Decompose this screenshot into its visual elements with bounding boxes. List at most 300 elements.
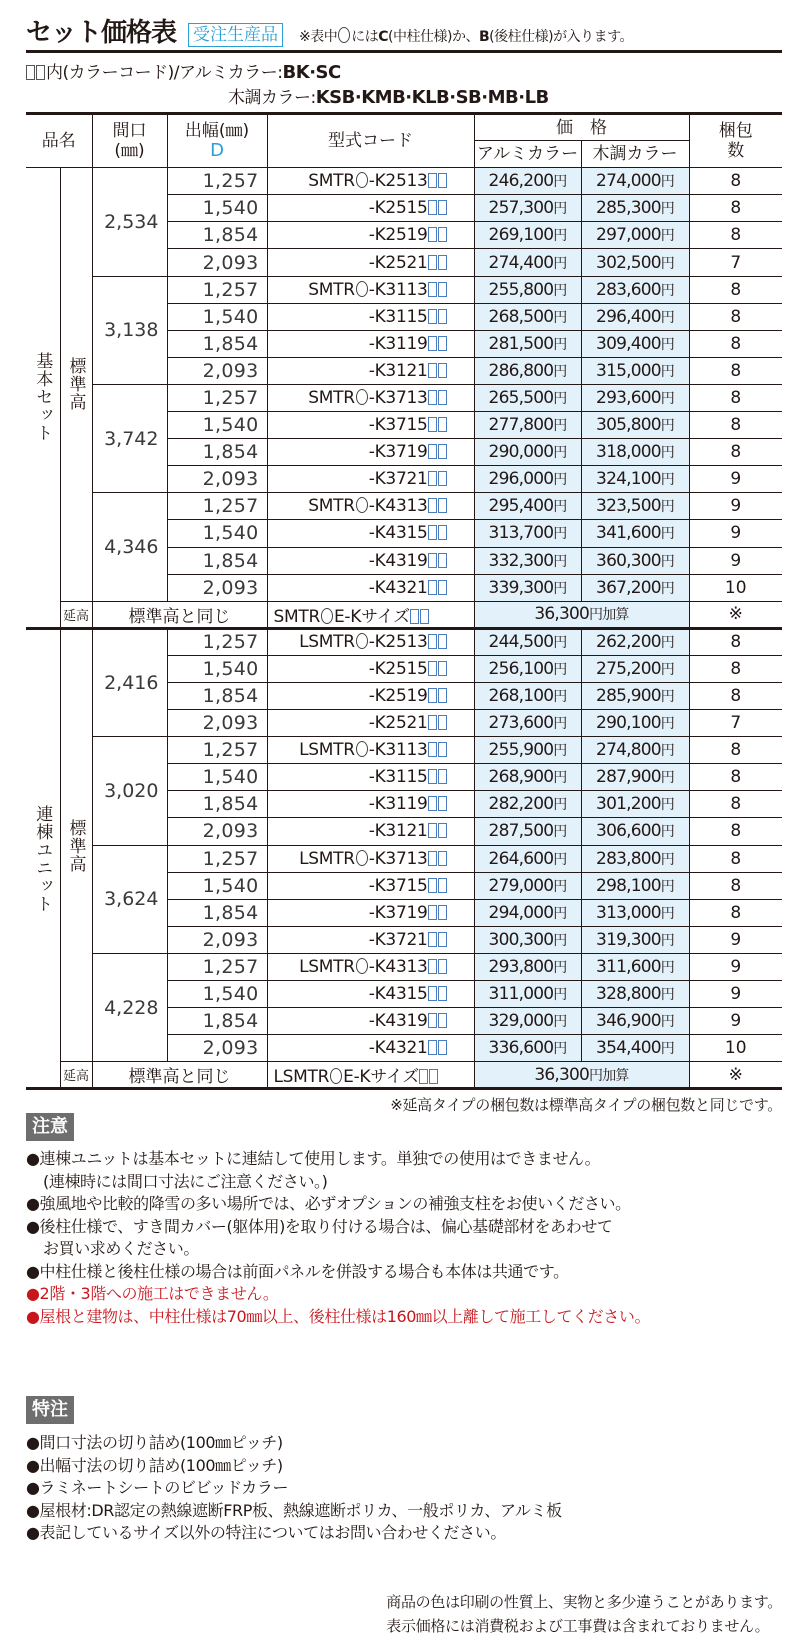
price-wood: 290,100円: [581, 710, 689, 737]
price-alu: 277,800円: [474, 412, 581, 439]
depth-value: 1,540: [167, 412, 267, 439]
model-code: SMTR -K3113: [267, 276, 474, 303]
extended-pack-note: ※延高タイプの梱包数は標準高タイプの梱包数と同じです。: [390, 1096, 782, 1114]
depth-value: 1,854: [167, 547, 267, 574]
color-code-box-icon: [428, 227, 437, 242]
depth-value: 1,540: [167, 872, 267, 899]
price-wood: 296,400円: [581, 303, 689, 330]
price-wood: 328,800円: [581, 981, 689, 1008]
color-code-box-icon: [438, 390, 447, 405]
model-code: -K2519: [267, 682, 474, 709]
caution-item: ●後柱仕様で、すき間カバー(躯体用)を取り付ける場合は、偏心基礎部材をあわせて お買い求めください。: [26, 1216, 613, 1258]
header-price: 価 格: [474, 114, 689, 141]
table-row: [26, 493, 782, 520]
pack-count: 8: [689, 195, 782, 222]
color-code-box-icon: [438, 1040, 447, 1055]
table-row: [26, 628, 782, 655]
depth-value: 1,854: [167, 899, 267, 926]
color-code-box-icon: [438, 444, 447, 459]
pack-count: 8: [689, 818, 782, 845]
special-order-item: ●出幅寸法の切り詰め(100㎜ピッチ): [26, 1455, 283, 1475]
price-alu: 332,300円: [474, 547, 581, 574]
model-code: -K4319: [267, 1008, 474, 1035]
group-name: 連棟ユニット: [26, 628, 60, 1089]
color-code-box-icon: [438, 769, 447, 784]
color-code-box-icon: [428, 878, 437, 893]
caution-item: ●中柱仕様と後柱仕様の場合は前面パネルを併設する場合も本体は共通です。: [26, 1261, 569, 1281]
depth-value: 1,854: [167, 1008, 267, 1035]
model-code: -K3115: [267, 303, 474, 330]
price-wood: 318,000円: [581, 439, 689, 466]
price-alu: 264,600円: [474, 845, 581, 872]
model-code: -K3715: [267, 412, 474, 439]
price-wood: 283,800円: [581, 845, 689, 872]
color-code-box-icon: [438, 553, 447, 568]
caution-label: 注意: [26, 1113, 74, 1141]
color-code-box-icon: [438, 417, 447, 432]
width-value: 3,020: [92, 737, 167, 845]
extended-label: 延高: [60, 1062, 92, 1089]
depth-value: 1,540: [167, 764, 267, 791]
pack-count: 8: [689, 384, 782, 411]
model-code: LSMTR -K4313: [267, 953, 474, 980]
model-code: -K4319: [267, 547, 474, 574]
pack-count: 8: [689, 655, 782, 682]
depth-value: 1,854: [167, 222, 267, 249]
price-alu: 287,500円: [474, 818, 581, 845]
model-code: LSMTR -K2513: [267, 628, 474, 655]
caution-item: ●屋根と建物は、中柱仕様は70㎜以上、後柱仕様は160㎜以上離して施工してください。: [26, 1306, 651, 1326]
model-code: -K2521: [267, 710, 474, 737]
made-to-order-badge: 受注生産品: [188, 23, 283, 47]
pack-count: 7: [689, 249, 782, 276]
model-code: -K2515: [267, 195, 474, 222]
pack-count: 9: [689, 466, 782, 493]
color-code-box-icon: [428, 173, 437, 188]
price-wood: 306,600円: [581, 818, 689, 845]
color-code-box-icon: [438, 525, 447, 540]
color-code-box-icon: [428, 580, 437, 595]
depth-value: 1,540: [167, 195, 267, 222]
model-code: -K3719: [267, 439, 474, 466]
price-alu: 290,000円: [474, 439, 581, 466]
caution-item: ●強風地や比較的降雪の多い場所では、必ずオプションの補強支柱をお使いください。: [26, 1194, 631, 1213]
color-code-box-icon: [420, 609, 429, 624]
price-wood: 298,100円: [581, 872, 689, 899]
circle-placeholder-icon: [330, 1068, 342, 1084]
model-code: -K2519: [267, 222, 474, 249]
price-alu: 293,800円: [474, 953, 581, 980]
model-code: -K3721: [267, 926, 474, 953]
circle-placeholder-icon: [356, 389, 368, 405]
color-code-box-icon: [428, 796, 437, 811]
page-title: セット価格表: [26, 18, 177, 48]
depth-value: 1,854: [167, 791, 267, 818]
color-code-box-icon: [410, 609, 419, 624]
price-wood: 285,300円: [581, 195, 689, 222]
price-wood: 293,600円: [581, 384, 689, 411]
color-code-box-icon: [428, 200, 437, 215]
depth-value: 1,540: [167, 520, 267, 547]
price-alu: 313,700円: [474, 520, 581, 547]
pack-count: 8: [689, 764, 782, 791]
extended-pack: ※: [689, 1062, 782, 1089]
special-order-item: ●表記しているサイズ以外の特注についてはお問い合わせください。: [26, 1523, 506, 1542]
header-price-alu: アルミカラー: [474, 141, 581, 168]
model-code: -K3715: [267, 872, 474, 899]
price-table-body: [26, 168, 782, 1089]
price-alu: 265,500円: [474, 384, 581, 411]
depth-value: 2,093: [167, 818, 267, 845]
color-code-box-icon: [428, 255, 437, 270]
model-code: -K2521: [267, 249, 474, 276]
pack-count: 8: [689, 412, 782, 439]
model-code: -K4315: [267, 981, 474, 1008]
price-alu: 336,600円: [474, 1035, 581, 1062]
footer-notes: [386, 1590, 782, 1638]
color-code-box-icon: [438, 498, 447, 513]
extended-same-size: 標準高と同じ: [92, 1062, 267, 1089]
table-row: [26, 737, 782, 764]
price-alu: 300,300円: [474, 926, 581, 953]
color-code-box-icon: [438, 661, 447, 676]
price-wood: 283,600円: [581, 276, 689, 303]
model-code: -K3121: [267, 357, 474, 384]
extended-pack: ※: [689, 601, 782, 628]
depth-value: 2,093: [167, 466, 267, 493]
extended-model-code: LSMTR E-Kサイズ: [267, 1062, 474, 1089]
price-wood: 287,900円: [581, 764, 689, 791]
color-code-box-icon: [438, 688, 447, 703]
color-code-box-icon: [428, 932, 437, 947]
color-code-box-icon: [438, 959, 447, 974]
depth-value: 1,257: [167, 276, 267, 303]
price-alu: 274,400円: [474, 249, 581, 276]
price-wood: 285,900円: [581, 682, 689, 709]
header-width: 間口 (㎜): [92, 114, 167, 168]
width-value: 4,346: [92, 493, 167, 601]
price-alu: 246,200円: [474, 168, 581, 195]
price-wood: 302,500円: [581, 249, 689, 276]
color-code-box-icon: [438, 309, 447, 324]
pack-count: 9: [689, 493, 782, 520]
title-row: [26, 12, 782, 50]
color-code-box-icon: [438, 580, 447, 595]
width-value: 3,624: [92, 845, 167, 953]
pack-count: 8: [689, 222, 782, 249]
width-value: 2,416: [92, 628, 167, 736]
pack-count: 8: [689, 330, 782, 357]
table-row: [26, 168, 782, 195]
pack-count: 9: [689, 926, 782, 953]
depth-value: 1,257: [167, 953, 267, 980]
depth-value: 1,854: [167, 682, 267, 709]
pack-count: 8: [689, 276, 782, 303]
extended-same-size: 標準高と同じ: [92, 601, 267, 628]
pack-count: 10: [689, 574, 782, 601]
pack-count: 8: [689, 168, 782, 195]
color-code-box-icon: [438, 932, 447, 947]
price-wood: 274,800円: [581, 737, 689, 764]
price-alu: 329,000円: [474, 1008, 581, 1035]
color-code-box-icon: [428, 959, 437, 974]
pack-count: 8: [689, 682, 782, 709]
color-code-box-icon: [438, 823, 447, 838]
price-alu: 294,000円: [474, 899, 581, 926]
price-wood: 309,400円: [581, 330, 689, 357]
depth-value: 1,257: [167, 168, 267, 195]
header-price-wood: 木調カラー: [581, 141, 689, 168]
price-alu: 286,800円: [474, 357, 581, 384]
special-order-item: ●間口寸法の切り詰め(100㎜ピッチ): [26, 1433, 283, 1452]
color-code-box-icon: [419, 1069, 428, 1084]
depth-value: 1,540: [167, 981, 267, 1008]
price-alu: 268,500円: [474, 303, 581, 330]
pack-count: 10: [689, 1035, 782, 1062]
model-code: -K4321: [267, 1035, 474, 1062]
color-code-box-icon: [438, 282, 447, 297]
extended-label: 延高: [60, 601, 92, 628]
price-alu: 269,100円: [474, 222, 581, 249]
pack-count: 8: [689, 737, 782, 764]
color-code-box-icon: [428, 688, 437, 703]
price-alu: 256,100円: [474, 655, 581, 682]
price-alu: 268,100円: [474, 682, 581, 709]
special-order-label: 特注: [26, 1396, 74, 1424]
caution-item: ●2階・3階への施工はできません。: [26, 1284, 279, 1303]
caution-item: ●連棟ユニットは基本セットに連結して使用します。単独での使用はできません。 (連棟時には間口寸法にご注意ください。): [26, 1149, 601, 1191]
depth-value: 1,540: [167, 655, 267, 682]
color-code-box-icon: [438, 200, 447, 215]
pack-count: 8: [689, 357, 782, 384]
table-row: [26, 953, 782, 980]
price-table: [26, 112, 782, 1090]
color-code-box-icon: [428, 471, 437, 486]
caution-notes: [26, 1148, 650, 1328]
group-name: 基本セット: [26, 168, 60, 629]
price-alu: 339,300円: [474, 574, 581, 601]
color-code-box-icon: [428, 905, 437, 920]
pack-count: 8: [689, 791, 782, 818]
model-code: LSMTR -K3113: [267, 737, 474, 764]
color-code-box-icon: [428, 986, 437, 1001]
model-code: -K3115: [267, 764, 474, 791]
table-row: [26, 276, 782, 303]
price-alu: 244,500円: [474, 628, 581, 655]
header-pack: 梱包 数: [689, 114, 782, 168]
depth-value: 2,093: [167, 710, 267, 737]
circle-placeholder-icon: [321, 608, 333, 624]
color-code-box-icon: [428, 309, 437, 324]
color-code-box-icon: [428, 1013, 437, 1028]
price-wood: 311,600円: [581, 953, 689, 980]
depth-value: 2,093: [167, 926, 267, 953]
color-code-box-icon: [438, 173, 447, 188]
price-alu: 282,200円: [474, 791, 581, 818]
footer-line: 表示価格には消費税および工事費は含まれておりません。: [386, 1617, 770, 1635]
model-code: -K3121: [267, 818, 474, 845]
special-order-notes: [26, 1432, 562, 1545]
pack-count: 9: [689, 981, 782, 1008]
price-alu: 255,900円: [474, 737, 581, 764]
color-code-box-icon: [428, 444, 437, 459]
pack-count: 8: [689, 845, 782, 872]
model-code: SMTR -K3713: [267, 384, 474, 411]
color-code-box-icon: [428, 742, 437, 757]
extended-row: [26, 1062, 782, 1089]
color-code-box-icon: [438, 986, 447, 1001]
color-code-box-icon: [438, 634, 447, 649]
depth-value: 2,093: [167, 249, 267, 276]
table-row: [26, 845, 782, 872]
color-code-box-icon: [428, 525, 437, 540]
price-wood: 313,000円: [581, 899, 689, 926]
price-wood: 274,000円: [581, 168, 689, 195]
price-wood: 360,300円: [581, 547, 689, 574]
pack-count: 7: [689, 710, 782, 737]
color-code-box-icon: [428, 363, 437, 378]
color-code-box-icon: [438, 471, 447, 486]
pack-count: 8: [689, 628, 782, 655]
price-wood: 367,200円: [581, 574, 689, 601]
circle-placeholder-icon: [356, 741, 368, 757]
special-order-item: ●屋根材:DR認定の熱線遮断FRP板、熱線遮断ポリカ、一般ポリカ、アルミ板: [26, 1500, 562, 1520]
extended-price: 36,300円加算: [474, 1062, 689, 1089]
width-value: 3,138: [92, 276, 167, 384]
pack-count: 9: [689, 1008, 782, 1035]
depth-value: 1,257: [167, 737, 267, 764]
depth-value: 1,257: [167, 845, 267, 872]
price-wood: 323,500円: [581, 493, 689, 520]
header-name: 品名: [26, 114, 92, 168]
width-value: 2,534: [92, 168, 167, 276]
price-wood: 315,000円: [581, 357, 689, 384]
pack-count: 9: [689, 547, 782, 574]
pack-count: 8: [689, 439, 782, 466]
price-alu: 281,500円: [474, 330, 581, 357]
price-wood: 346,900円: [581, 1008, 689, 1035]
width-value: 3,742: [92, 384, 167, 492]
depth-value: 1,854: [167, 330, 267, 357]
color-code-box-icon: [428, 390, 437, 405]
model-code: SMTR -K4313: [267, 493, 474, 520]
color-code-box-icon: [438, 715, 447, 730]
price-alu: 279,000円: [474, 872, 581, 899]
color-code-box-icon: [438, 796, 447, 811]
pack-count: 8: [689, 899, 782, 926]
color-code-box-icon: [429, 1069, 438, 1084]
price-alu: 255,800円: [474, 276, 581, 303]
special-order-item: ●ラミネートシートのビビッドカラー: [26, 1478, 289, 1497]
color-code-box-icon: [36, 65, 45, 80]
model-code: -K3119: [267, 791, 474, 818]
depth-value: 1,257: [167, 628, 267, 655]
depth-value: 2,093: [167, 1035, 267, 1062]
price-alu: 295,400円: [474, 493, 581, 520]
color-code-box-icon: [438, 363, 447, 378]
color-code-box-icon: [428, 498, 437, 513]
color-code-box-icon: [26, 65, 35, 80]
model-code: LSMTR -K3713: [267, 845, 474, 872]
header-depth: 出幅(㎜) D: [167, 114, 267, 168]
circle-placeholder-icon: [356, 172, 368, 188]
pack-count: 8: [689, 872, 782, 899]
pack-count: 9: [689, 520, 782, 547]
price-alu: 257,300円: [474, 195, 581, 222]
circle-placeholder-icon: [356, 633, 368, 649]
color-code-box-icon: [428, 661, 437, 676]
color-code-box-icon: [428, 1040, 437, 1055]
color-code-box-icon: [428, 769, 437, 784]
price-wood: 301,200円: [581, 791, 689, 818]
color-code-box-icon: [428, 553, 437, 568]
color-code-box-icon: [438, 878, 447, 893]
footer-line: 商品の色は印刷の性質上、実物と多少違うことがあります。: [386, 1593, 782, 1611]
circle-placeholder-icon: [338, 27, 350, 43]
color-code-wood: 木調カラー:KSB·KMB·KLB·SB·MB·LB: [228, 87, 549, 108]
model-code: -K4315: [267, 520, 474, 547]
circle-placeholder-icon: [356, 850, 368, 866]
extended-row: [26, 601, 782, 628]
extended-price: 36,300円加算: [474, 601, 689, 628]
extended-model-code: SMTR E-Kサイズ: [267, 601, 474, 628]
color-code-alu: 内(カラーコード)/アルミカラー:BK·SC: [26, 58, 341, 83]
circle-placeholder-icon: [356, 497, 368, 513]
price-wood: 354,400円: [581, 1035, 689, 1062]
color-code-box-icon: [428, 417, 437, 432]
model-code: SMTR -K2513: [267, 168, 474, 195]
price-alu: 311,000円: [474, 981, 581, 1008]
color-code-box-icon: [438, 255, 447, 270]
price-wood: 305,800円: [581, 412, 689, 439]
price-alu: 273,600円: [474, 710, 581, 737]
model-code: -K3119: [267, 330, 474, 357]
model-code: -K2515: [267, 655, 474, 682]
model-code: -K3719: [267, 899, 474, 926]
title-divider: [26, 50, 782, 53]
color-code-box-icon: [428, 851, 437, 866]
color-code-box-icon: [438, 905, 447, 920]
height-type: 標準高: [60, 168, 92, 602]
price-wood: 262,200円: [581, 628, 689, 655]
model-code: -K3721: [267, 466, 474, 493]
pack-count: 8: [689, 303, 782, 330]
model-code: -K4321: [267, 574, 474, 601]
title-note: ※表中 にはC(中柱仕様)か、B(後柱仕様)が入ります。: [299, 29, 633, 45]
depth-value: 1,257: [167, 384, 267, 411]
depth-value: 2,093: [167, 357, 267, 384]
color-code-box-icon: [428, 823, 437, 838]
color-code-box-icon: [438, 336, 447, 351]
depth-value: 1,257: [167, 493, 267, 520]
depth-value: 1,854: [167, 439, 267, 466]
color-code-box-icon: [428, 336, 437, 351]
header-code: 型式コード: [267, 114, 474, 168]
color-code-box-icon: [438, 227, 447, 242]
price-wood: 319,300円: [581, 926, 689, 953]
price-alu: 268,900円: [474, 764, 581, 791]
price-wood: 324,100円: [581, 466, 689, 493]
color-code-box-icon: [438, 851, 447, 866]
price-wood: 297,000円: [581, 222, 689, 249]
price-wood: 275,200円: [581, 655, 689, 682]
depth-value: 2,093: [167, 574, 267, 601]
depth-value: 1,540: [167, 303, 267, 330]
pack-count: 9: [689, 953, 782, 980]
circle-placeholder-icon: [356, 958, 368, 974]
color-code-box-icon: [428, 282, 437, 297]
height-type: 標準高: [60, 628, 92, 1062]
